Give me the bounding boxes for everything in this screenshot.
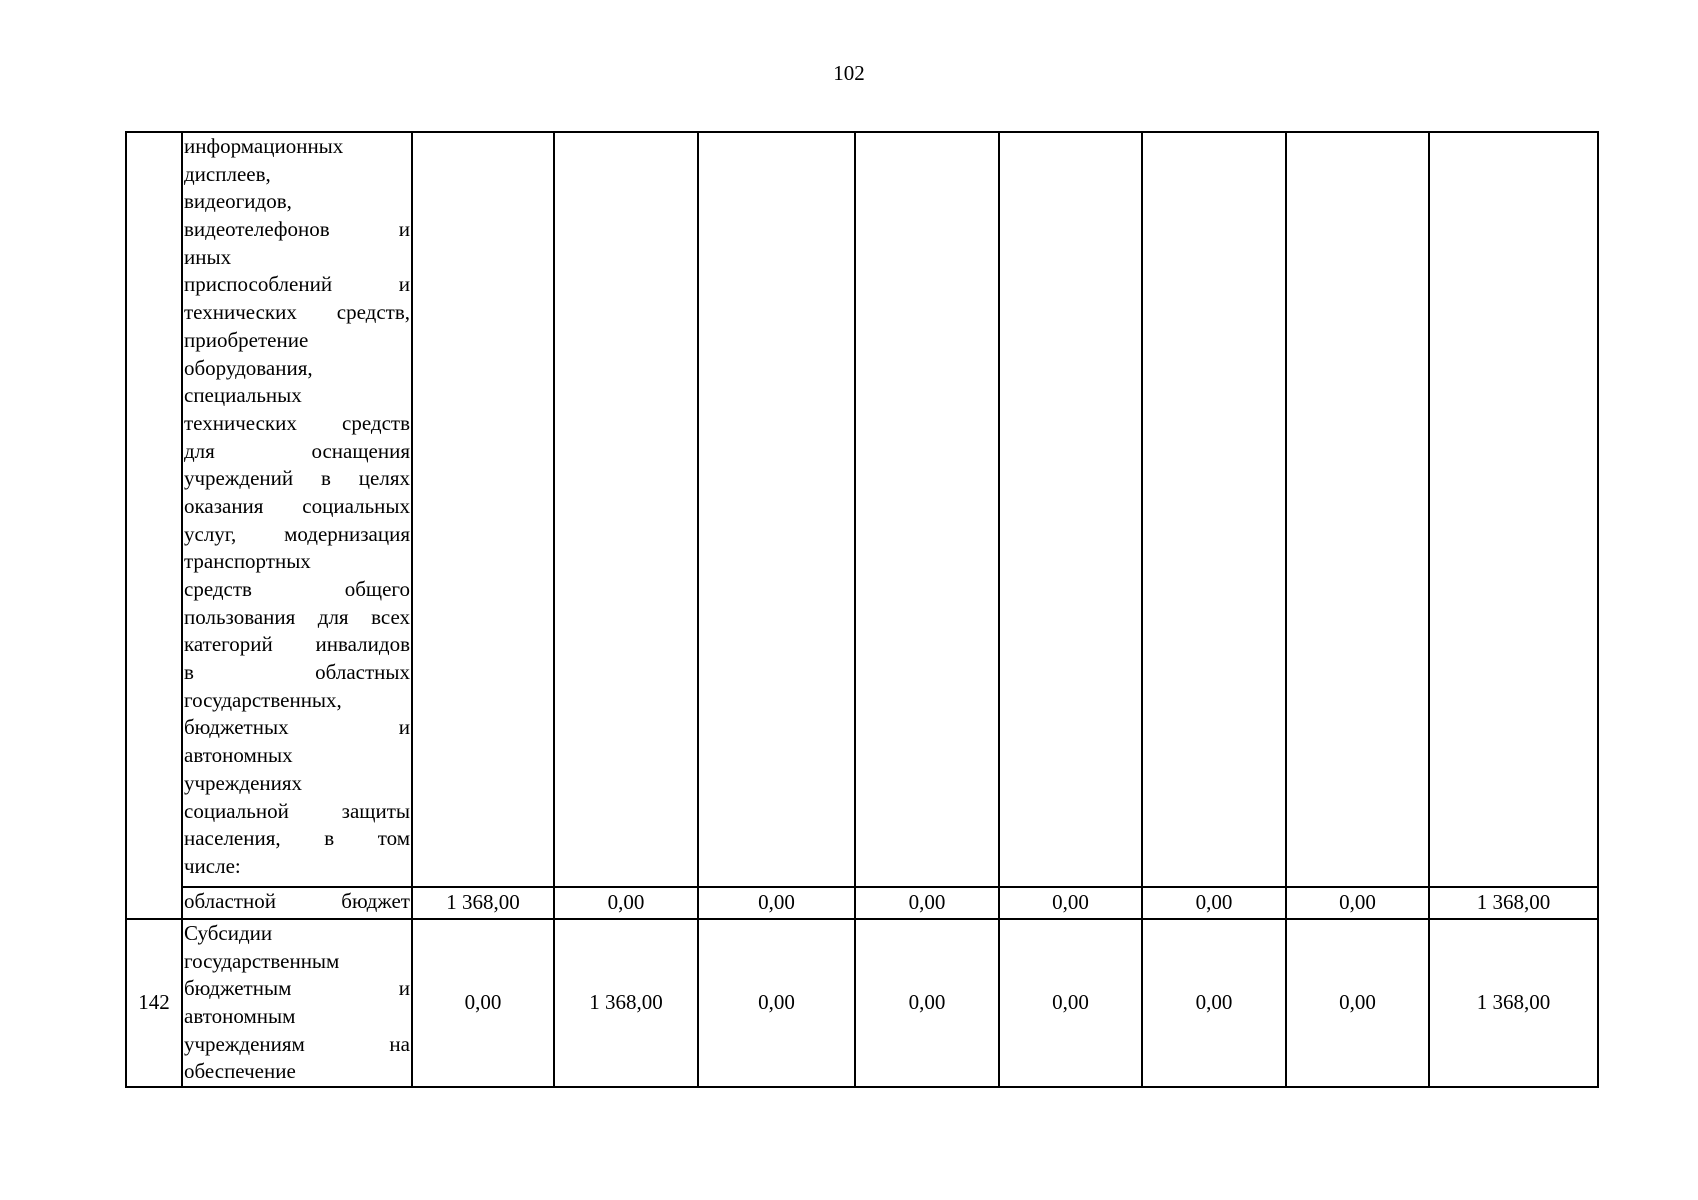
value-cell: 1 368,00 xyxy=(554,919,698,1087)
desc-line: автономных xyxy=(184,743,293,768)
desc-line: обеспечение xyxy=(184,1059,296,1084)
value-cell: 0,00 xyxy=(1286,887,1429,919)
desc-line: оказания социальных xyxy=(184,493,410,518)
budget-row xyxy=(126,887,1598,919)
desc-line: приспособлений и xyxy=(184,272,410,297)
empty-cell xyxy=(1142,132,1286,887)
value-cell: 0,00 xyxy=(698,887,855,919)
desc-line: учреждениям на xyxy=(184,1031,410,1056)
desc-line: числе: xyxy=(184,853,241,878)
value-cell: 0,00 xyxy=(1286,919,1429,1087)
empty-cell xyxy=(554,132,698,887)
desc-line: в областных xyxy=(184,660,410,685)
desc-line: категорий инвалидов xyxy=(184,632,410,657)
continued-row-description-cell xyxy=(182,132,412,887)
empty-cell xyxy=(698,132,855,887)
empty-cell xyxy=(1429,132,1598,887)
value-cell: 0,00 xyxy=(999,919,1142,1087)
value-cell: 0,00 xyxy=(855,887,999,919)
value-cell: 0,00 xyxy=(1142,919,1286,1087)
desc-line: средств общего xyxy=(184,577,410,601)
empty-cell xyxy=(855,132,999,887)
row-142-number: 142 xyxy=(126,919,182,1087)
empty-cell xyxy=(999,132,1142,887)
row-142-description xyxy=(182,919,412,1087)
value-cell: 0,00 xyxy=(999,887,1142,919)
continued-row-number xyxy=(126,132,182,919)
value-cell: 0,00 xyxy=(412,919,554,1087)
desc-line: учреждениях xyxy=(184,770,303,795)
desc-line: пользования для всех xyxy=(184,604,410,629)
value-cell: 0,00 xyxy=(855,919,999,1087)
desc-line: населения, в том xyxy=(184,826,410,851)
desc-line: для оснащения xyxy=(184,438,410,463)
desc-line: услуг, модернизация xyxy=(184,521,410,546)
continued-row-description xyxy=(126,132,1598,887)
value-cell: 0,00 xyxy=(554,887,698,919)
desc-line: технических средств xyxy=(184,410,410,435)
budget-table xyxy=(125,131,1599,1088)
desc-line: автономным xyxy=(184,1004,296,1029)
empty-cell xyxy=(412,132,554,887)
value-cell: 1 368,00 xyxy=(1429,887,1598,919)
desc-line: бюджетным и xyxy=(184,976,410,1001)
empty-cell xyxy=(1286,132,1429,887)
value-cell: 0,00 xyxy=(698,919,855,1087)
desc-line: учреждений в целях xyxy=(184,466,410,491)
desc-line: Субсидии xyxy=(184,921,273,945)
desc-line: видеотелефонов и xyxy=(184,217,410,242)
desc-line: оборудования, xyxy=(184,355,313,380)
desc-line: технических средств, xyxy=(184,300,410,325)
desc-line: информационных xyxy=(184,134,344,158)
page-number: 102 xyxy=(833,61,865,85)
desc-line: бюджетных и xyxy=(184,715,410,740)
desc-line: государственным xyxy=(184,948,340,973)
value-cell: 0,00 xyxy=(1142,887,1286,919)
row-142 xyxy=(126,919,1598,1087)
desc-line: приобретение xyxy=(184,327,309,352)
value-cell: 1 368,00 xyxy=(1429,919,1598,1087)
desc-line: дисплеев, xyxy=(184,161,271,186)
desc-line: иных xyxy=(184,244,232,269)
desc-line: социальной защиты xyxy=(184,798,410,823)
desc-line: видеогидов, xyxy=(184,189,292,214)
desc-line: государственных, xyxy=(184,687,342,712)
budget-row-label: областной бюджет xyxy=(182,887,412,919)
desc-line: транспортных xyxy=(184,549,311,574)
desc-line: специальных xyxy=(184,383,302,408)
value-cell: 1 368,00 xyxy=(412,887,554,919)
